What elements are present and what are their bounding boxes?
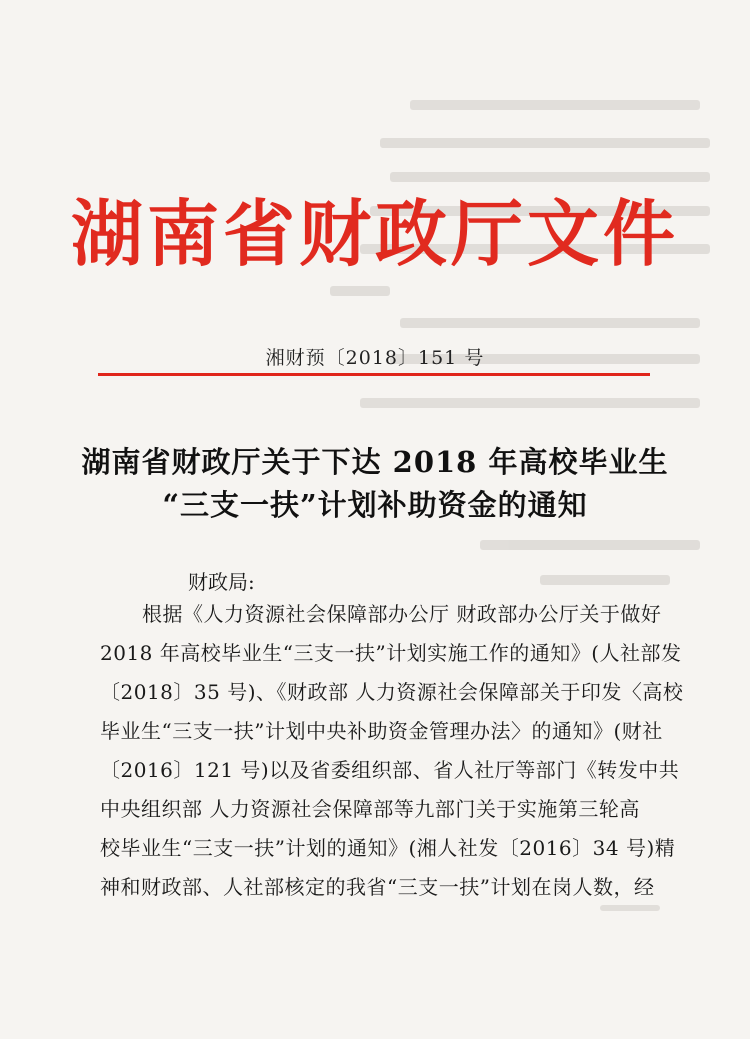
salutation: 财政局:	[188, 570, 255, 594]
body-line: 神和财政部、人社部核定的我省“三支一扶”计划在岗人数，经	[100, 875, 655, 899]
body-line: 〔2016〕121 号)以及省委组织部、省人社厅等部门《转发中共	[100, 758, 680, 782]
letterhead-red-rule	[98, 373, 650, 376]
body-line: 根据《人力资源社会保障部办公厅 财政部办公厅关于做好	[142, 602, 662, 626]
body-line: 校毕业生“三支一扶”计划的通知》(湘人社发〔2016〕34 号)精	[100, 836, 676, 860]
body-line: 2018 年高校毕业生“三支一扶”计划实施工作的通知》(人社部发	[100, 641, 682, 665]
document-number: 湘财预〔2018〕151 号	[265, 347, 485, 369]
body-line: 毕业生“三支一扶”计划中央补助资金管理办法〉的通知》(财社	[100, 719, 663, 743]
body-line: 中央组织部 人力资源社会保障部等九部门关于实施第三轮高	[100, 797, 640, 821]
body-line: 〔2018〕35 号)、《财政部 人力资源社会保障部关于印发〈高校	[100, 680, 684, 704]
notice-title-line-2: “三支一扶”计划补助资金的通知	[162, 488, 588, 522]
notice-title-line-1: 湖南省财政厅关于下达 2018 年高校毕业生	[81, 445, 669, 479]
letterhead-title: 湖南省财政厅文件	[70, 191, 679, 276]
